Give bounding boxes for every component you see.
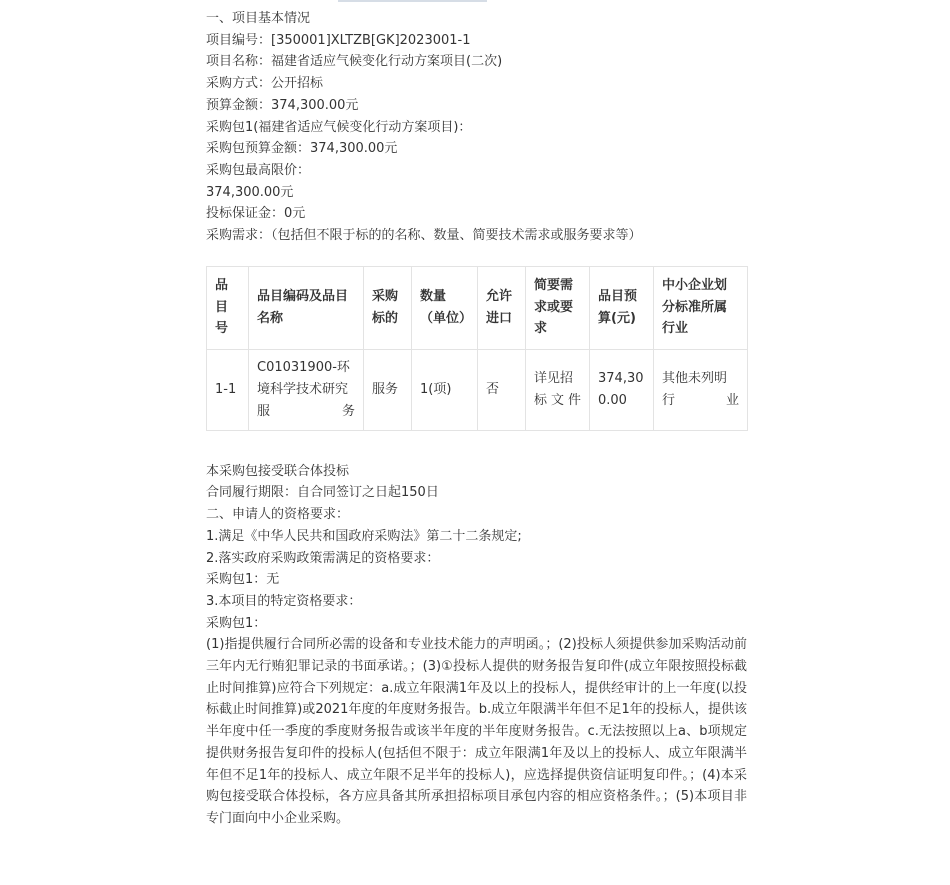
package-max-price-label: 采购包最高限价：	[206, 162, 311, 178]
header-quantity: 数量（单位）	[412, 266, 478, 349]
announcement-body	[206, 8, 747, 830]
cell-item-code-name: C01031900-环境科学技术研究服务	[249, 349, 364, 430]
top-divider	[338, 0, 487, 2]
project-name: 项目名称：福建省适应气候变化行动方案项目(二次)	[206, 54, 503, 70]
header-item-code-name: 品目编码及品目名称	[249, 266, 364, 349]
contract-period: 合同履行期限：自合同签订之日起150日	[206, 485, 439, 501]
consortium-note: 本采购包接受联合体投标	[206, 463, 350, 479]
qualification-2: 2.落实政府采购政策需满足的资格要求：	[206, 550, 440, 566]
table-row	[207, 349, 748, 430]
procurement-method: 采购方式：公开招标	[206, 76, 324, 92]
cell-import-allowed: 否	[478, 349, 526, 430]
header-target: 采购标的	[364, 266, 412, 349]
header-item-no: 品目号	[207, 266, 249, 349]
header-brief-requirement: 简要需求或要求	[526, 266, 590, 349]
header-import-allowed: 允许进口	[478, 266, 526, 349]
specific-requirements-paragraph: (1)指提供履行合同所必需的设备和专业技术能力的声明函。；(2)投标人须提供参加采购活动前三年内无行贿犯罪记录的书面承诺。；(3)①投标人提供的财务报告复印件(成立年限按照投标截止时间推算)应符合下列规定：a.成立年限满1年及以上的投标人，提供经审计的上一年度(以投标截止时间推算)或2021年度的年度财务报告。b.成立年限满半年但不足1年的投标人，提供该半年度中任一季度的季度财务报告或该半年度的半年度财务报告。c.无法按照以上a、b项规定提供财务报告复印件的投标人(包括但不限于：成立年限满1年及以上的投标人、成立年限满半年但不足1年的投标人、成立年限不足半年的投标人)，应选择提供资信证明复印件。；(4)本采购包接受联合体投标，各方应具备其所承担招标项目承包内容的相应资格条件。；(5)本项目非专门面向中小企业采购。	[206, 637, 747, 826]
cell-brief-requirement: 详见招标文件	[526, 349, 590, 430]
cell-sme-industry: 其他未列明行业	[654, 349, 748, 430]
header-item-budget: 品目预算(元)	[590, 266, 654, 349]
bid-deposit: 投标保证金：0元	[206, 206, 306, 222]
section-heading-basic-info: 一、项目基本情况	[206, 11, 311, 26]
cell-item-no: 1-1	[207, 349, 249, 430]
package-max-price-value: 374,300.00元	[206, 184, 294, 200]
cell-item-budget: 374,300.00	[590, 349, 654, 430]
budget-amount: 预算金额：374,300.00元	[206, 97, 359, 113]
section-heading-qualifications: 二、申请人的资格要求：	[206, 507, 350, 523]
items-table	[206, 266, 748, 431]
qualification-1: 1.满足《中华人民共和国政府采购法》第二十二条规定;	[206, 528, 522, 544]
project-number: 项目编号：[350001]XLTZB[GK]2023001-1	[206, 32, 471, 48]
cell-quantity: 1(项)	[412, 349, 478, 430]
qualification-3-package: 采购包1：	[206, 615, 267, 631]
qualification-3: 3.本项目的特定资格要求：	[206, 593, 362, 609]
header-sme-industry: 中小企业划分标准所属行业	[654, 266, 748, 349]
qualification-2-package: 采购包1：无	[206, 572, 280, 588]
package-budget: 采购包预算金额：374,300.00元	[206, 141, 398, 157]
cell-target: 服务	[364, 349, 412, 430]
package-title: 采购包1(福建省适应气候变化行动方案项目)：	[206, 119, 472, 135]
procurement-requirement: 采购需求：（包括但不限于标的的名称、数量、简要技术需求或服务要求等）	[206, 228, 642, 244]
table-header-row	[207, 266, 748, 349]
